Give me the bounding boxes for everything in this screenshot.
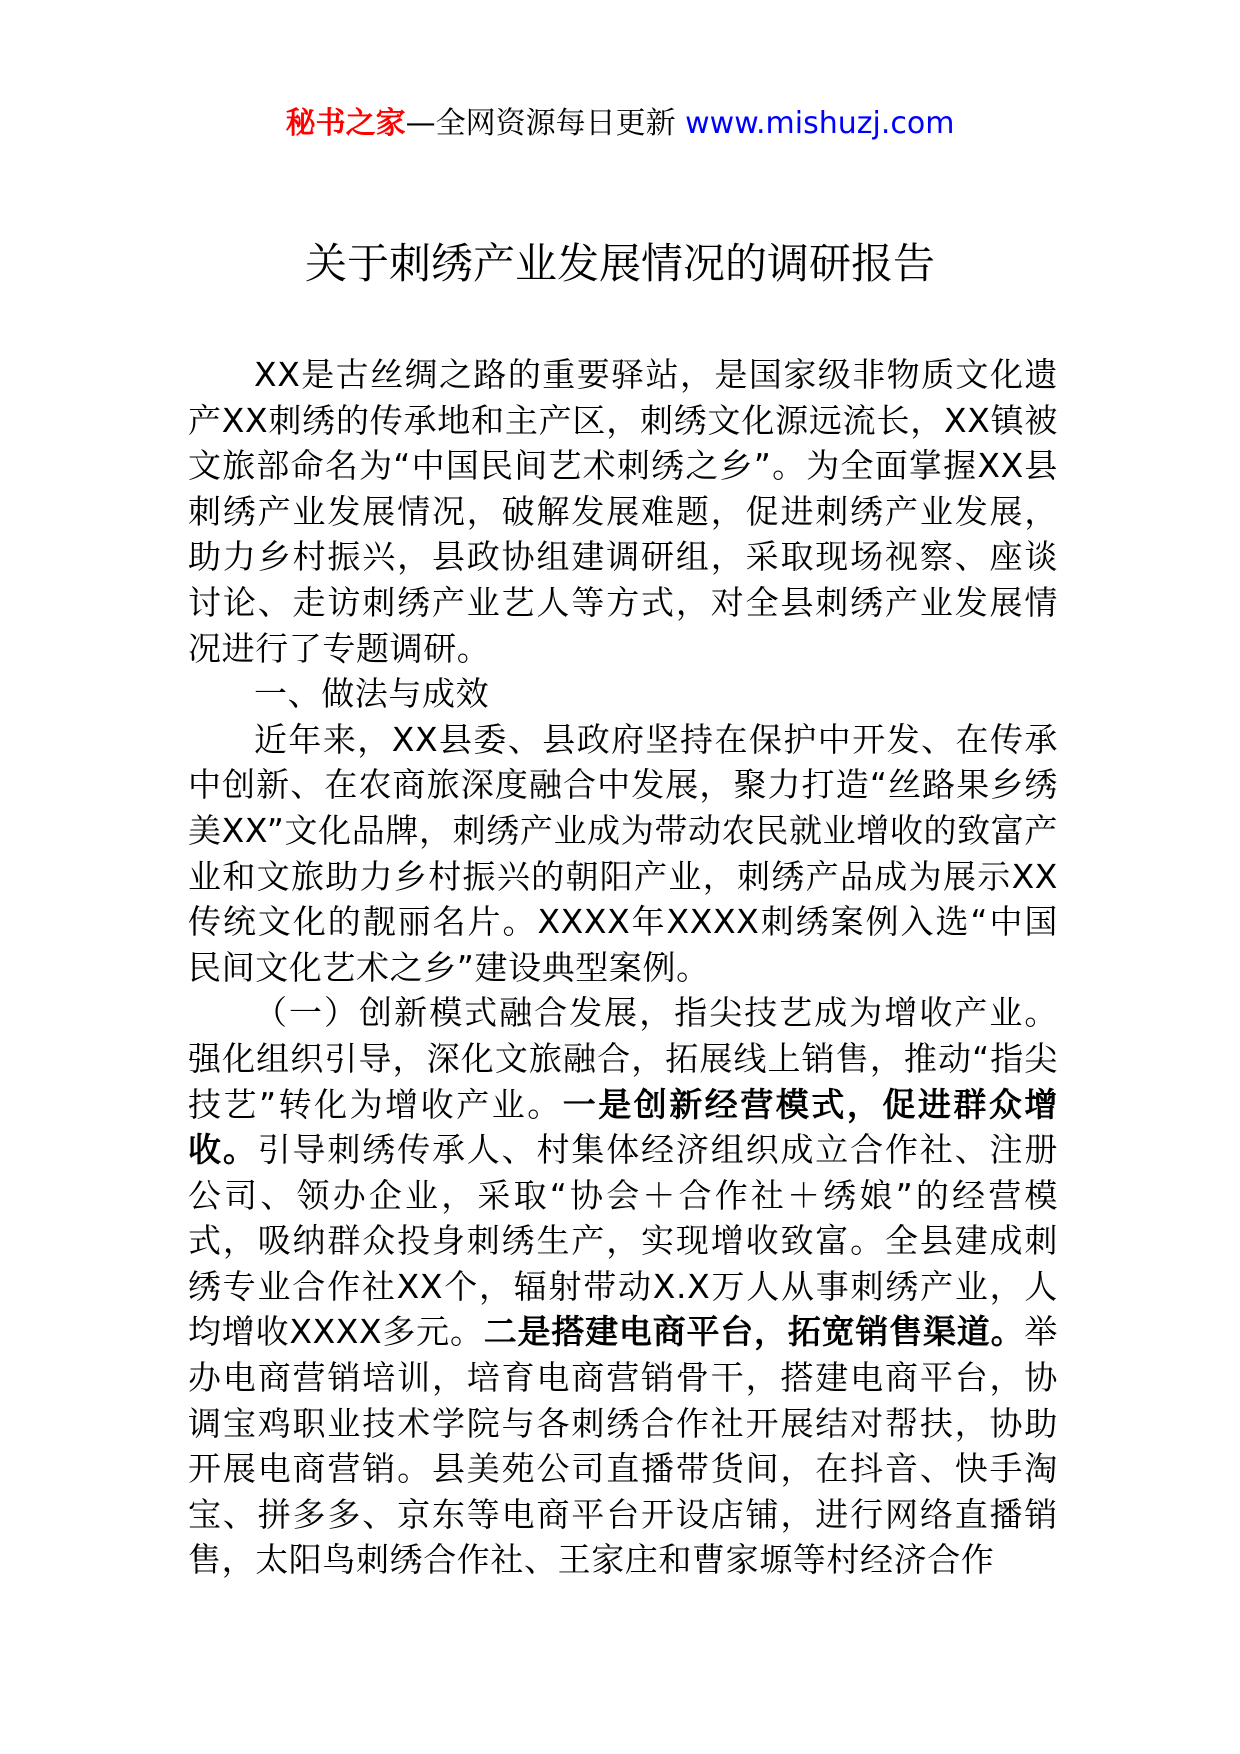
document-body — [188, 352, 1058, 1583]
point-two-body: 举办电商营销培训，培育电商营销骨干，搭建电商平台，协调宝鸡职业技术学院与各刺绣合作社开展结对帮扶，协助开展电商营销。县美苑公司直播带货间，在抖音、快手淘宝、拼多多、京东等电商平台开设店铺，进行网络直播销售，太阳鸟刺绣合作社、王家庄和曹家塬等村经济合作 — [188, 1312, 1058, 1580]
subsection-intro: 强化组织引导，深化文旅融合，拓展线上销售，推动“指尖技艺”转化为增收产业。 — [188, 1038, 1058, 1124]
point-two-title: 二是搭建电商平台，拓宽销售渠道。 — [483, 1312, 1025, 1352]
site-url-link[interactable]: www.mishuzj.com — [685, 106, 955, 141]
site-header — [0, 104, 1240, 144]
subsection-heading: （一）创新模式融合发展，指尖技艺成为增收产业。 — [254, 993, 1058, 1033]
section-paragraph: 近年来，XX县委、县政府坚持在保护中开发、在传承中创新、在农商旅深度融合中发展，聚力打造“丝路果乡绣美XX”文化品牌，刺绣产业成为带动农民就业增收的致富产业和文旅助力乡村振兴的朝阳产业，刺绣产品成为展示XX传统文化的靓丽名片。XXXX年XXXX刺绣案例入选“中国民间文化艺术之乡”建设典型案例。 — [188, 719, 1058, 987]
document-title: 关于刺绣产业发展情况的调研报告 — [304, 239, 935, 288]
intro-paragraph: XX是古丝绸之路的重要驿站，是国家级非物质文化遗产XX刺绣的传承地和主产区，刺绣文化源远流长，XX镇被文旅部命名为“中国民间艺术刺绣之乡”。为全面掌握XX县刺绣产业发展情况，破解发展难题，促进刺绣产业发展，助力乡村振兴，县政协组建调研组，采取现场视察、座谈讨论、走访刺绣产业艺人等方式，对全县刺绣产业发展情况进行了专题调研。 — [188, 355, 1058, 668]
section-heading: 一、做法与成效 — [254, 674, 490, 714]
point-one-title: 一是创新经营模式，促进群众增收。 — [188, 1084, 1058, 1170]
site-brand: 秘书之家 — [285, 106, 406, 141]
site-tagline: —全网资源每日更新 — [405, 106, 686, 141]
point-one-body: 引导刺绣传承人、村集体经济组织成立合作社、注册公司、领办企业，采取“协会＋合作社＋绣娘”的经营模式，吸纳群众投身刺绣生产，实现增收致富。全县建成刺绣专业合作社XX个，辐射带动X.X万人从事刺绣产业，人均增收XXXX多元。 — [188, 1130, 1058, 1352]
subsection-paragraph — [188, 990, 1058, 1583]
